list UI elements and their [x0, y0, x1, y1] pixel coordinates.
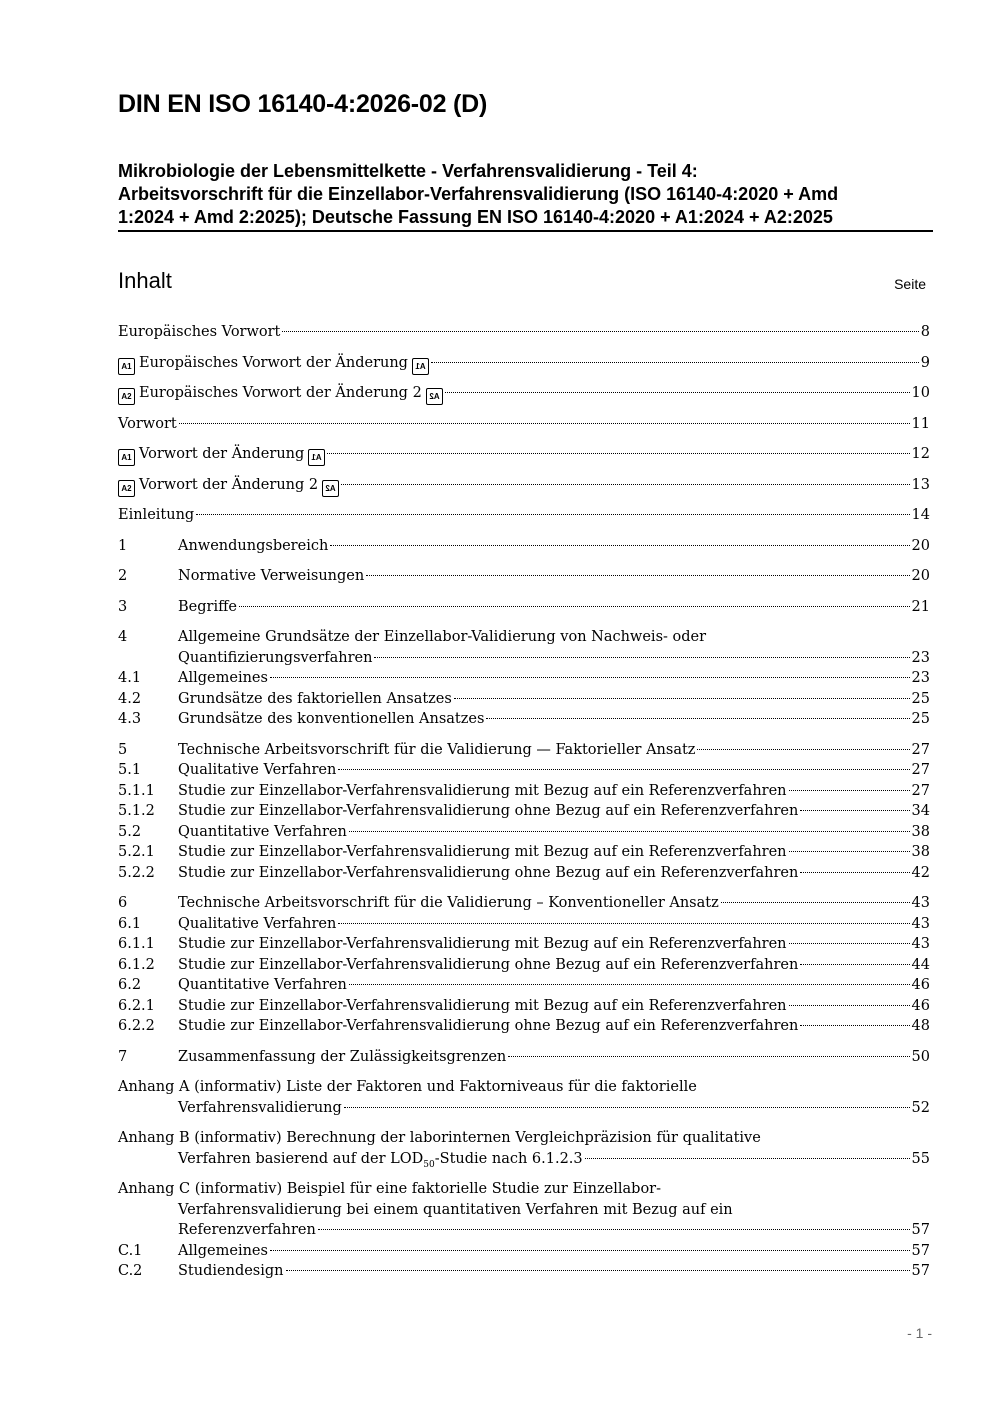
dot-leader	[366, 575, 909, 576]
toc-entry-page: 46	[911, 997, 930, 1014]
amendment-a1-end-icon: A1	[308, 449, 325, 466]
toc-entry-title	[118, 444, 325, 466]
toc-entry-title	[118, 383, 443, 405]
toc-entry[interactable]	[118, 740, 930, 761]
toc-entry[interactable]	[118, 597, 930, 618]
dot-leader	[508, 1056, 909, 1057]
toc-entry-page: 13	[911, 476, 930, 493]
toc-entry-page: 11	[911, 415, 930, 432]
dot-leader	[585, 1158, 910, 1159]
toc-entry-title: Studie zur Einzellabor-Verfahrensvalidierung mit Bezug auf ein Referenzverfahren	[178, 844, 787, 860]
dot-leader	[349, 984, 910, 985]
toc-entry-title: Studie zur Einzellabor-Verfahrensvalidierung ohne Bezug auf ein Referenzverfahren	[178, 956, 799, 973]
toc-entry-page: 50	[911, 1048, 930, 1065]
toc-entry[interactable]	[118, 353, 930, 374]
dot-leader	[697, 749, 909, 750]
dot-leader	[318, 1229, 910, 1230]
toc-entry-number: 5.1	[118, 762, 142, 778]
page-number: - 1 -	[907, 1325, 932, 1341]
toc-entry-page: 42	[911, 864, 930, 881]
toc-entry[interactable]	[118, 1261, 930, 1282]
toc-entry[interactable]	[118, 414, 930, 435]
dot-leader	[330, 545, 909, 546]
toc-entry-title: Begriffe	[178, 598, 237, 615]
amendment-a1-end-icon: A1	[412, 358, 429, 375]
toc-entry[interactable]	[118, 1047, 930, 1068]
toc-entry-title: Referenzverfahren	[178, 1222, 316, 1238]
toc-annex-a-line[interactable]: Anhang A (informativ) Liste der Faktoren und Faktorniveaus für die faktorielle	[118, 1079, 697, 1095]
toc-entry[interactable]	[118, 1220, 930, 1241]
toc-entry-number: 1	[118, 537, 128, 554]
toc-entry[interactable]	[118, 822, 930, 843]
toc-entry-title	[118, 353, 429, 375]
toc-entry-page: 25	[911, 711, 930, 727]
dot-leader	[270, 1250, 910, 1251]
toc-entry-page: 38	[911, 844, 930, 860]
dot-leader	[286, 1270, 910, 1271]
toc-entry-page: 8	[920, 324, 930, 340]
toc-entry-number: 5.1.2	[118, 803, 155, 819]
toc-entry-title: Anwendungsbereich	[178, 537, 329, 554]
toc-entry[interactable]	[118, 975, 930, 996]
toc-entry-number: 5.2.1	[118, 844, 155, 860]
toc-entry-title: Vorwort	[118, 415, 177, 432]
document-title: DIN EN ISO 16140-4:2026-02 (D)	[118, 90, 488, 118]
toc-entry[interactable]	[118, 801, 930, 822]
toc-entry[interactable]	[118, 709, 930, 730]
toc-entry-page: 14	[911, 507, 930, 523]
toc-entry-title: Studie zur Einzellabor-Verfahrensvalidierung mit Bezug auf ein Referenzverfahren	[178, 936, 787, 952]
toc-entry-page: 9	[920, 354, 930, 371]
toc-entry-number: 6	[118, 895, 128, 911]
dot-leader	[349, 831, 910, 832]
toc-entry-number: 6.2.1	[118, 997, 155, 1014]
toc-entry-title: Technische Arbeitsvorschrift für die Validierung – Konventioneller Ansatz	[178, 895, 719, 911]
toc-entry-title: Studiendesign	[178, 1263, 284, 1279]
subtitle-line: 1:2024 + Amd 2:2025); Deutsche Fassung EN ISO 16140-4:2020 + A1:2024 + A2:2025	[118, 207, 833, 227]
toc-entry[interactable]	[118, 842, 930, 863]
toc-entry-page: 21	[911, 598, 930, 615]
toc-entry-title: Europäisches Vorwort	[118, 324, 281, 340]
amendment-a2-end-icon: A2	[426, 388, 443, 405]
toc-entry-number: 6.1.2	[118, 956, 155, 973]
toc-entry-title: Normative Verweisungen	[178, 568, 365, 584]
dot-leader	[789, 943, 910, 944]
toc-entry-text: Europäisches Vorwort der Änderung 2	[139, 385, 422, 401]
dot-leader	[431, 362, 919, 363]
toc-entry-page: 34	[911, 803, 930, 819]
dot-leader	[282, 331, 918, 332]
dot-leader	[239, 606, 910, 607]
dot-leader	[445, 392, 910, 393]
toc-entry[interactable]	[118, 934, 930, 955]
toc-entry[interactable]	[118, 689, 930, 710]
toc-entry-title: Qualitative Verfahren	[178, 762, 337, 778]
toc-entry-title: Studie zur Einzellabor-Verfahrensvalidierung ohne Bezug auf ein Referenzverfahren	[178, 803, 799, 819]
toc-entry-page: 10	[911, 385, 930, 401]
amendment-a2-start-icon: A2	[118, 388, 135, 405]
amendment-a2-end-icon: A2	[322, 480, 339, 497]
toc-entry-page: 57	[911, 1263, 930, 1279]
toc-entry[interactable]	[118, 781, 930, 802]
toc-entry-text: Verfahren basierend auf der LOD	[178, 1150, 424, 1167]
dot-leader	[800, 810, 909, 811]
toc-entry-title: Studie zur Einzellabor-Verfahrensvalidierung mit Bezug auf ein Referenzverfahren	[178, 782, 787, 799]
toc-entry[interactable]	[118, 566, 930, 587]
toc-entry[interactable]	[118, 475, 930, 496]
toc-entry-page: 57	[911, 1242, 930, 1259]
toc-entry-number: 5.2.2	[118, 864, 155, 881]
page-column-label: Seite	[894, 276, 926, 292]
dot-leader	[327, 453, 909, 454]
dot-leader	[374, 657, 909, 658]
subtitle-line: Mikrobiologie der Lebensmittelkette - Verfahrensvalidierung - Teil 4:	[118, 161, 698, 181]
toc-entry-page: 43	[911, 895, 930, 911]
dot-leader	[486, 718, 909, 719]
toc-entry-title	[178, 1149, 583, 1175]
toc-entry-page: 23	[911, 670, 930, 686]
toc-entry[interactable]	[118, 893, 930, 914]
toc-entry[interactable]	[118, 914, 930, 935]
dot-leader	[338, 769, 909, 770]
toc-entry-number: C.2	[118, 1263, 143, 1279]
toc-entry-page: 44	[911, 956, 930, 973]
toc-entry-number: 4.2	[118, 690, 142, 707]
toc-entry-page: 52	[911, 1099, 930, 1116]
amendment-a1-start-icon: A1	[118, 358, 135, 375]
dot-leader	[789, 790, 910, 791]
toc-entry-number: 4.1	[118, 670, 142, 686]
toc-entry-page: 23	[911, 649, 930, 666]
toc-header	[118, 268, 926, 294]
dot-leader	[789, 1005, 910, 1006]
toc-entry[interactable]	[118, 322, 930, 343]
toc-entry[interactable]	[118, 1149, 930, 1170]
dot-leader	[179, 423, 910, 424]
subscript: 50	[423, 1159, 435, 1170]
toc-entry[interactable]	[118, 383, 930, 404]
toc-entry-page: 48	[911, 1018, 930, 1034]
toc-entry-number: 5.1.1	[118, 782, 155, 799]
dot-leader	[800, 1025, 909, 1026]
toc-entry-number: 7	[118, 1048, 128, 1065]
toc-entry[interactable]	[118, 536, 930, 557]
toc-annex-c-line[interactable]: Verfahrensvalidierung bei einem quantitativen Verfahren mit Bezug auf ein	[178, 1201, 733, 1218]
toc-entry-text: Europäisches Vorwort der Änderung	[139, 354, 408, 371]
document-subtitle	[118, 160, 933, 232]
toc-heading: Inhalt	[118, 268, 172, 293]
toc-entry[interactable]	[118, 1098, 930, 1119]
toc-entry-number: 5.2	[118, 823, 142, 840]
toc-annex-b-line[interactable]: Anhang B (informativ) Berechnung der laborinternen Vergleichpräzision für qualitative	[118, 1130, 761, 1146]
dot-leader	[270, 677, 910, 678]
toc-entry-number: 6.2.2	[118, 1018, 155, 1034]
toc-entry-page: 46	[911, 977, 930, 993]
toc-entry-page: 27	[911, 762, 930, 778]
toc-entry-number: 4	[118, 629, 128, 645]
toc-entry-page: 57	[911, 1222, 930, 1238]
toc-entry[interactable]	[118, 863, 930, 884]
toc-entry-first-line[interactable]	[118, 627, 930, 648]
toc-entry-page: 38	[911, 823, 930, 840]
amendment-a1-start-icon: A1	[118, 449, 135, 466]
toc-entry-number: 6.2	[118, 977, 142, 993]
dot-leader	[789, 851, 910, 852]
toc-entry[interactable]	[118, 444, 930, 465]
toc-entry-title: Grundsätze des faktoriellen Ansatzes	[178, 690, 452, 707]
dot-leader	[721, 902, 910, 903]
toc-entry-title: Allgemeine Grundsätze der Einzellabor-Validierung von Nachweis- oder	[178, 629, 707, 645]
dot-leader	[454, 698, 910, 699]
toc-entry-page: 27	[911, 782, 930, 799]
toc-entry-page: 27	[911, 741, 930, 758]
toc-entry-number: C.1	[118, 1242, 143, 1259]
toc-entry-page: 20	[911, 537, 930, 554]
subtitle-line: Arbeitsvorschrift für die Einzellabor-Verfahrensvalidierung (ISO 16140-4:2020 + Amd	[118, 184, 839, 204]
toc-entry-page: 25	[911, 690, 930, 707]
toc-entry-number: 3	[118, 598, 128, 615]
toc-entry-title: Quantifizierungsverfahren	[178, 649, 373, 666]
dot-leader	[800, 872, 909, 873]
toc-entry[interactable]	[118, 505, 930, 526]
toc-entry-text: Vorwort der Änderung	[139, 446, 305, 462]
toc-entry-text: -Studie nach 6.1.2.3	[434, 1150, 583, 1167]
toc-entry-title: Verfahrensvalidierung	[178, 1099, 342, 1116]
toc-entry-title: Quantitative Verfahren	[178, 823, 347, 840]
toc-entry-title: Allgemeines	[178, 1242, 268, 1259]
toc-entry[interactable]	[118, 760, 930, 781]
toc-entry-title	[118, 475, 339, 497]
toc-entry-title: Zusammenfassung der Zulässigkeitsgrenzen	[178, 1048, 507, 1065]
toc-entry-page: 55	[911, 1150, 930, 1167]
toc-entry-text: Vorwort der Änderung 2	[139, 476, 319, 493]
table-of-contents	[118, 322, 930, 1282]
toc-entry-title: Studie zur Einzellabor-Verfahrensvalidierung ohne Bezug auf ein Referenzverfahren	[178, 1018, 799, 1034]
dot-leader	[800, 964, 909, 965]
toc-entry-title: Technische Arbeitsvorschrift für die Validierung — Faktorieller Ansatz	[178, 741, 696, 758]
toc-entry[interactable]	[118, 1241, 930, 1262]
toc-entry-number: 6.1	[118, 915, 142, 932]
dot-leader	[338, 923, 909, 924]
toc-entry[interactable]	[118, 996, 930, 1017]
toc-entry-number: 5	[118, 741, 128, 758]
toc-entry-title: Einleitung	[118, 507, 195, 523]
toc-entry-title: Quantitative Verfahren	[178, 977, 347, 993]
toc-entry-title: Studie zur Einzellabor-Verfahrensvalidierung ohne Bezug auf ein Referenzverfahren	[178, 864, 799, 881]
toc-entry[interactable]	[118, 648, 930, 669]
dot-leader	[344, 1107, 910, 1108]
toc-entry[interactable]	[118, 955, 930, 976]
toc-entry-page: 43	[911, 936, 930, 952]
dot-leader	[196, 514, 909, 515]
toc-entry-title: Qualitative Verfahren	[178, 915, 337, 932]
toc-entry-page: 43	[911, 915, 930, 932]
toc-entry-page: 20	[911, 568, 930, 584]
amendment-a2-start-icon: A2	[118, 480, 135, 497]
toc-entry-title: Studie zur Einzellabor-Verfahrensvalidierung mit Bezug auf ein Referenzverfahren	[178, 997, 787, 1014]
toc-entry-number: 6.1.1	[118, 936, 155, 952]
toc-entry-title: Allgemeines	[178, 670, 268, 686]
dot-leader	[341, 484, 909, 485]
toc-entry[interactable]	[118, 1016, 930, 1037]
toc-annex-c-line[interactable]: Anhang C (informativ) Beispiel für eine faktorielle Studie zur Einzellabor-	[118, 1181, 661, 1197]
toc-entry[interactable]	[118, 668, 930, 689]
toc-entry-title: Grundsätze des konventionellen Ansatzes	[178, 711, 485, 727]
toc-entry-number: 2	[118, 568, 128, 584]
toc-entry-page: 12	[911, 446, 930, 462]
toc-entry-number: 4.3	[118, 711, 142, 727]
